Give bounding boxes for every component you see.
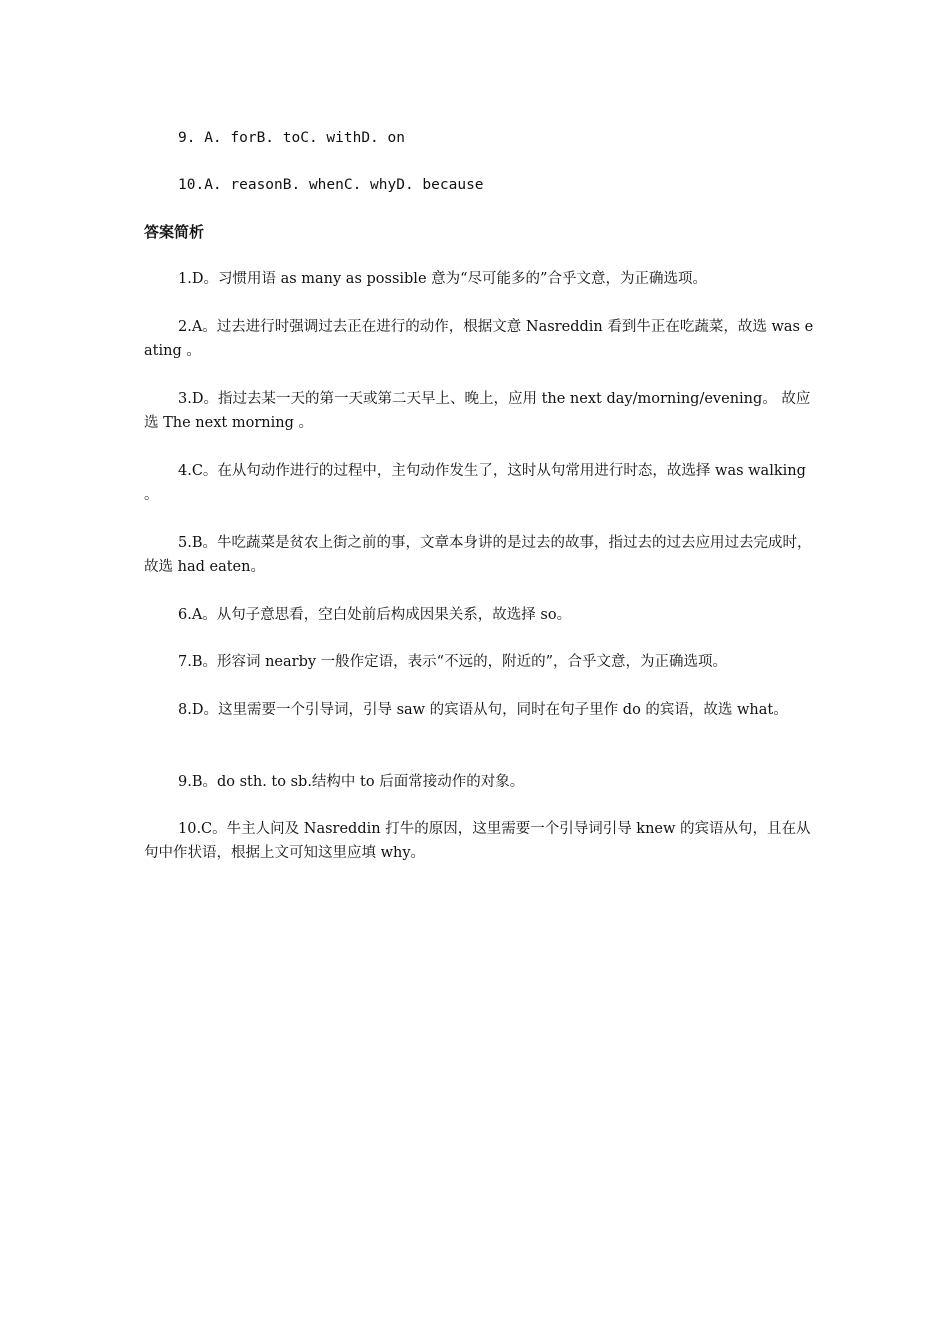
answer-10: 10.C。牛主人问及 Nasreddin 打牛的原因，这里需要一个引导词引导 knew 的宾语从句，且在从句中作状语，根据上文可知这里应填 why。: [144, 821, 811, 861]
question-10-options: 10.A. reasonB. whenC. whyD. because: [178, 177, 484, 193]
answer-7: 7.B。形容词 nearby 一般作定语，表示“不远的，附近的”，合乎文意，为正确选项。: [178, 654, 728, 670]
answer-6: 6.A。从句子意思看，空白处前后构成因果关系，故选择 so。: [178, 607, 572, 623]
answer-2: 2.A。过去进行时强调过去正在进行的动作，根据文意 Nasreddin 看到牛正在吃蔬菜，故选 was eating 。: [144, 319, 814, 359]
question-9-options: 9. A. forB. toC. withD. on: [178, 130, 405, 146]
answer-4: 4.C。在从句动作进行的过程中，主句动作发生了，这时从句常用进行时态，故选择 was walking 。: [144, 463, 811, 503]
answer-8: 8.D。这里需要一个引导词，引导 saw 的宾语从句，同时在句子里作 do 的宾语，故选 what。: [178, 702, 788, 718]
answer-1: 1.D。习惯用语 as many as possible 意为“尽可能多的”合乎文意，为正确选项。: [178, 271, 707, 287]
answer-3: 3.D。指过去某一天的第一天或第二天早上、晚上，应用 the next day/morning/evening。 故应选 The next morning 。: [144, 391, 811, 431]
answer-5: 5.B。牛吃蔬菜是贫农上街之前的事，文章本身讲的是过去的故事，指过去的过去应用过去完成时，故选 had eaten。: [144, 535, 812, 575]
section-title: 答案简析: [144, 223, 205, 241]
answer-9: 9.B。do sth. to sb.结构中 to 后面常接动作的对象。: [178, 774, 525, 790]
